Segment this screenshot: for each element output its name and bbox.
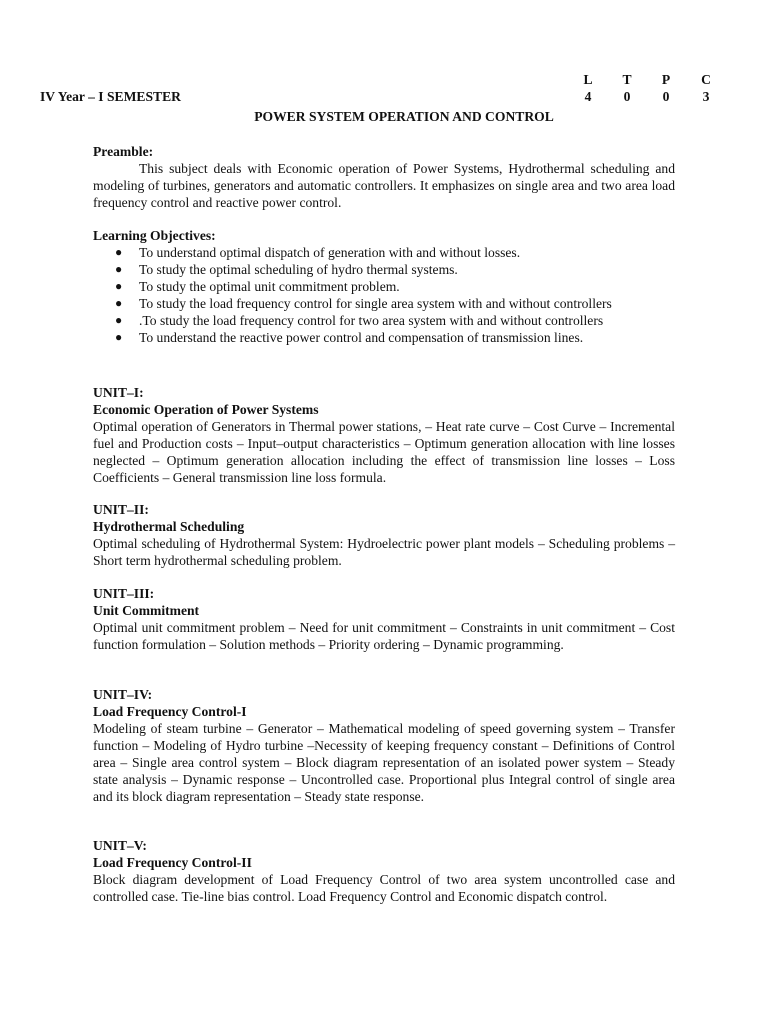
list-item: ● .To study the load frequency control for two area system with and without controllers	[115, 313, 604, 328]
list-item: ● To understand the reactive power control and compensation of transmission lines.	[115, 330, 584, 345]
list-item: ● To study the optimal unit commitment problem.	[115, 279, 400, 294]
list-item: ● To study the optimal scheduling of hydro thermal systems.	[115, 262, 458, 277]
preamble-section	[93, 143, 675, 211]
unit-5-section	[93, 837, 675, 905]
credit-value-t: 0	[623, 89, 631, 104]
unit-4-section	[93, 686, 675, 805]
objectives-heading: Learning Objectives:	[93, 228, 216, 243]
credit-label-c: C	[701, 72, 711, 87]
credit-label-t: T	[622, 72, 632, 87]
unit-text: Optimal scheduling of Hydrothermal System: Hydroelectric power plant models – Scheduling problems – Short term hydrothermal scheduling problem.	[93, 536, 675, 568]
credit-value-l: 4	[584, 89, 592, 104]
unit-title: Unit Commitment	[93, 603, 200, 618]
credit-value-c: 3	[702, 89, 710, 104]
course-title: POWER SYSTEM OPERATION AND CONTROL	[254, 109, 554, 124]
list-item: ● To study the load frequency control for single area system with and without controllers	[115, 296, 612, 311]
unit-text: Modeling of steam turbine – Generator – Mathematical modeling of speed governing system – Transfer function – Modeling of Hydro turbine –Necessity of keeping frequency constant – Definitions of Control area – Single area control system – Block diagram representation of an isolated power system – Steady state analysis – Dynamic response – Uncontrolled case. Proportional plus Integral control of single area and its block diagram representation – Steady state response.	[93, 721, 675, 804]
unit-2-section	[93, 501, 675, 569]
unit-title: Load Frequency Control-I	[93, 704, 247, 719]
credit-label-l: L	[583, 72, 593, 87]
unit-text: Block diagram development of Load Frequency Control of two area system uncontrolled case and controlled case. Tie-line bias control. Load Frequency Control and Economic dispatch control.	[93, 872, 675, 904]
unit-1-section	[93, 384, 675, 486]
unit-label: UNIT–I:	[93, 385, 144, 400]
credit-label-p: P	[661, 72, 671, 87]
unit-text: Optimal unit commitment problem – Need for unit commitment – Constraints in unit commitment – Cost function formulation – Solution methods – Priority ordering – Dynamic programming.	[93, 620, 675, 652]
unit-title: Economic Operation of Power Systems	[93, 402, 319, 417]
unit-label: UNIT–III:	[93, 586, 155, 601]
unit-label: UNIT–IV:	[93, 687, 153, 702]
unit-label: UNIT–II:	[93, 502, 149, 517]
list-item: ● To understand optimal dispatch of generation with and without losses.	[115, 245, 521, 260]
bullet-icon: ●	[115, 262, 123, 276]
preamble-text: This subject deals with Economic operation of Power Systems, Hydrothermal scheduling and modeling of turbines, generators and automatic controllers. It emphasizes on single area and two area load frequency control and reactive power control.	[93, 161, 675, 210]
unit-title: Load Frequency Control-II	[93, 855, 252, 870]
bullet-icon: ●	[115, 330, 123, 344]
unit-text: Optimal operation of Generators in Thermal power stations, – Heat rate curve – Cost Curve – Incremental fuel and Production costs – Input–output characteristics – Optimum generation allocation with line losses neglected – Optimum generation allocation including the effect of transmission line losses – Loss Coefficients – General transmission line loss formula.	[93, 419, 675, 485]
year-semester: IV Year – I SEMESTER	[40, 89, 182, 104]
bullet-icon: ●	[115, 296, 123, 310]
bullet-icon: ●	[115, 313, 123, 327]
objectives-list	[93, 244, 675, 346]
bullet-icon: ●	[115, 279, 123, 293]
unit-title: Hydrothermal Scheduling	[93, 519, 245, 534]
unit-label: UNIT–V:	[93, 838, 147, 853]
bullet-icon: ●	[115, 245, 123, 259]
preamble-heading: Preamble:	[93, 144, 154, 159]
objectives-section	[93, 227, 675, 346]
unit-3-section	[93, 585, 675, 653]
credit-value-p: 0	[662, 89, 670, 104]
